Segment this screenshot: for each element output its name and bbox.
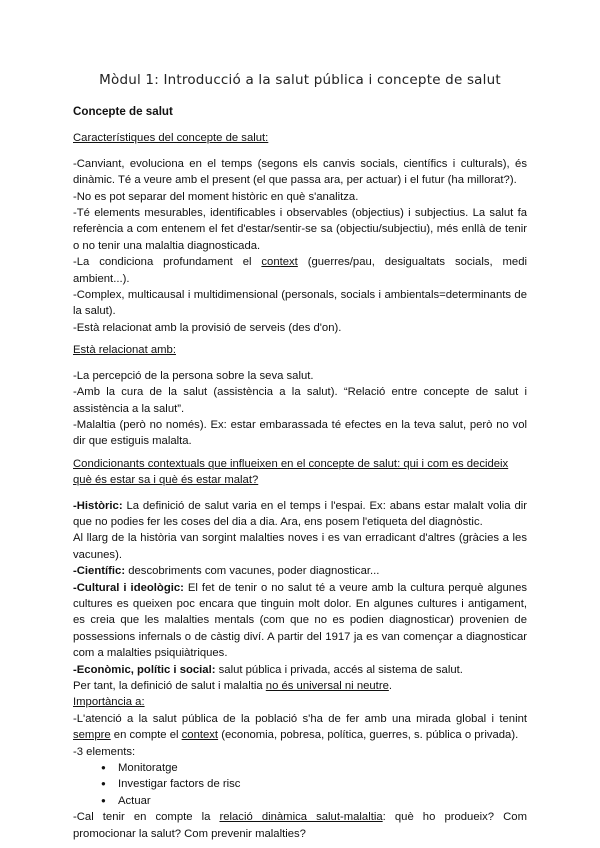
related-item: -Malaltia (però no només). Ex: estar embarassada té efectes en la teva salut, però no vol dir que estiguis malalta. <box>73 418 527 448</box>
text-run: Per tant, la definició de salut i malaltia <box>73 680 266 692</box>
factor-text: descobriments com vacunes, poder diagnosticar... <box>125 565 380 578</box>
characteristic-item: -No es pot separar del moment històric en què s'analitza. <box>73 190 359 203</box>
scientific-factor <box>73 563 527 579</box>
text-run: (guerres/pau, desigualtats socials, medi ambient...). <box>73 256 527 285</box>
factor-label: -Científic: <box>73 565 126 578</box>
historic-factor-continued: Al llarg de la història van sorgint malalties noves i es van erradicant d'altres (gràcies a les vacunes). <box>73 532 527 561</box>
factor-text: salut pública i privada, accés al sistema de salut. <box>215 663 463 676</box>
factor-label: -Històric: <box>73 499 123 512</box>
text-run: -Cal tenir en compte la <box>73 811 220 824</box>
conditioning-factors-heading: Condicionants contextuals que influeixen en el concepte de salut: qui i com es decideix què és estar sa i què és estar malat? <box>73 457 509 487</box>
factor-text: La definició de salut varia en el temps i l'espai. Ex: abans estar malalt volia dir que no podies fer les coses del dia a dia. Ara, ens posem l'etiqueta del diagnòstic. <box>73 499 527 528</box>
related-item: -La percepció de la persona sobre la seva salut. <box>73 369 314 382</box>
factor-text: El fet de tenir o no salut té a veure amb la cultura perquè algunes cultures es queixen poc encara que tinguin molt dolor. En algunes cultures i antigament, es creia que les malalties mentals (com que no es podien diagnosticar) provenien de possessions infernals o de càstig diví. A partir del 1917 ja es van començar a diagnosticar com a malalties psiquiàtriques. <box>73 581 527 660</box>
related-heading: Està relacionat amb: <box>73 344 176 357</box>
economic-factor <box>73 662 527 678</box>
characteristic-item: -Té elements mesurables, identificables i observables (objectius) i subjectius. La salut fa referència a com entenem el fet d'estar/sentir-se sa (objectiu/subjectiu), més enllà de tenir o no tenir una malaltia diagnosticada. <box>73 207 527 252</box>
text-run: (economia, pobresa, política, guerres, s. pública o privada). <box>218 729 519 742</box>
text-run: -L'atenció a la salut pública de la població s'ha de fer amb una mirada global i tenint <box>73 712 527 725</box>
conclusion-line <box>73 678 527 694</box>
text-run: -La condiciona profundament el <box>73 256 262 269</box>
underlined-term: no és universal ni neutre <box>265 680 389 692</box>
underlined-term: context <box>261 256 298 269</box>
characteristic-item-context <box>73 254 527 287</box>
elements-list <box>73 760 527 809</box>
cultural-factor <box>73 580 527 662</box>
text-run: . <box>388 680 393 692</box>
elements-label: -3 elements: <box>73 745 136 758</box>
list-item: ● Actuar <box>105 793 527 809</box>
underlined-term: sempre <box>73 729 111 742</box>
text-run: : què ho produeix? Com promocionar la salut? Com prevenir malalties? <box>73 811 527 840</box>
characteristics-heading: Característiques del concepte de salut: <box>73 132 269 145</box>
list-item: ● Investigar factors de risc <box>105 776 527 792</box>
document-body <box>73 104 527 842</box>
importance-paragraph <box>73 711 527 744</box>
characteristic-item: -Complex, multicausal i multidimensional (personals, socials i ambientals=determinants de la salut). <box>73 289 527 318</box>
factor-label: -Cultural i ideològic: <box>73 581 184 594</box>
text-run: en compte el <box>110 729 182 742</box>
dynamic-relation-paragraph <box>73 809 527 842</box>
list-item: ● Monitoratge <box>105 760 527 776</box>
section-heading: Concepte de salut <box>73 105 173 118</box>
related-item: -Amb la cura de la salut (assistència a la salut). “Relació entre concepte de salut i assistència a la salut”. <box>73 386 527 415</box>
importance-heading: Importància a: <box>73 696 145 709</box>
factor-label: -Econòmic, polític i social: <box>73 663 216 676</box>
historic-factor <box>73 498 527 531</box>
characteristic-item: -Està relacionat amb la provisió de serveis (des d'on). <box>73 321 342 334</box>
underlined-term: relació dinàmica salut-malaltia <box>219 811 383 824</box>
characteristic-item: -Canviant, evoluciona en el temps (segons els canvis socials, científics i culturals), és dinàmic. Té a veure amb el present (el que passa ara, per actuar) i el futur (ha millorat?). <box>73 157 527 187</box>
page-title: Mòdul 1: Introducció a la salut pública i concepte de salut <box>99 72 501 88</box>
underlined-term: context <box>181 729 219 742</box>
